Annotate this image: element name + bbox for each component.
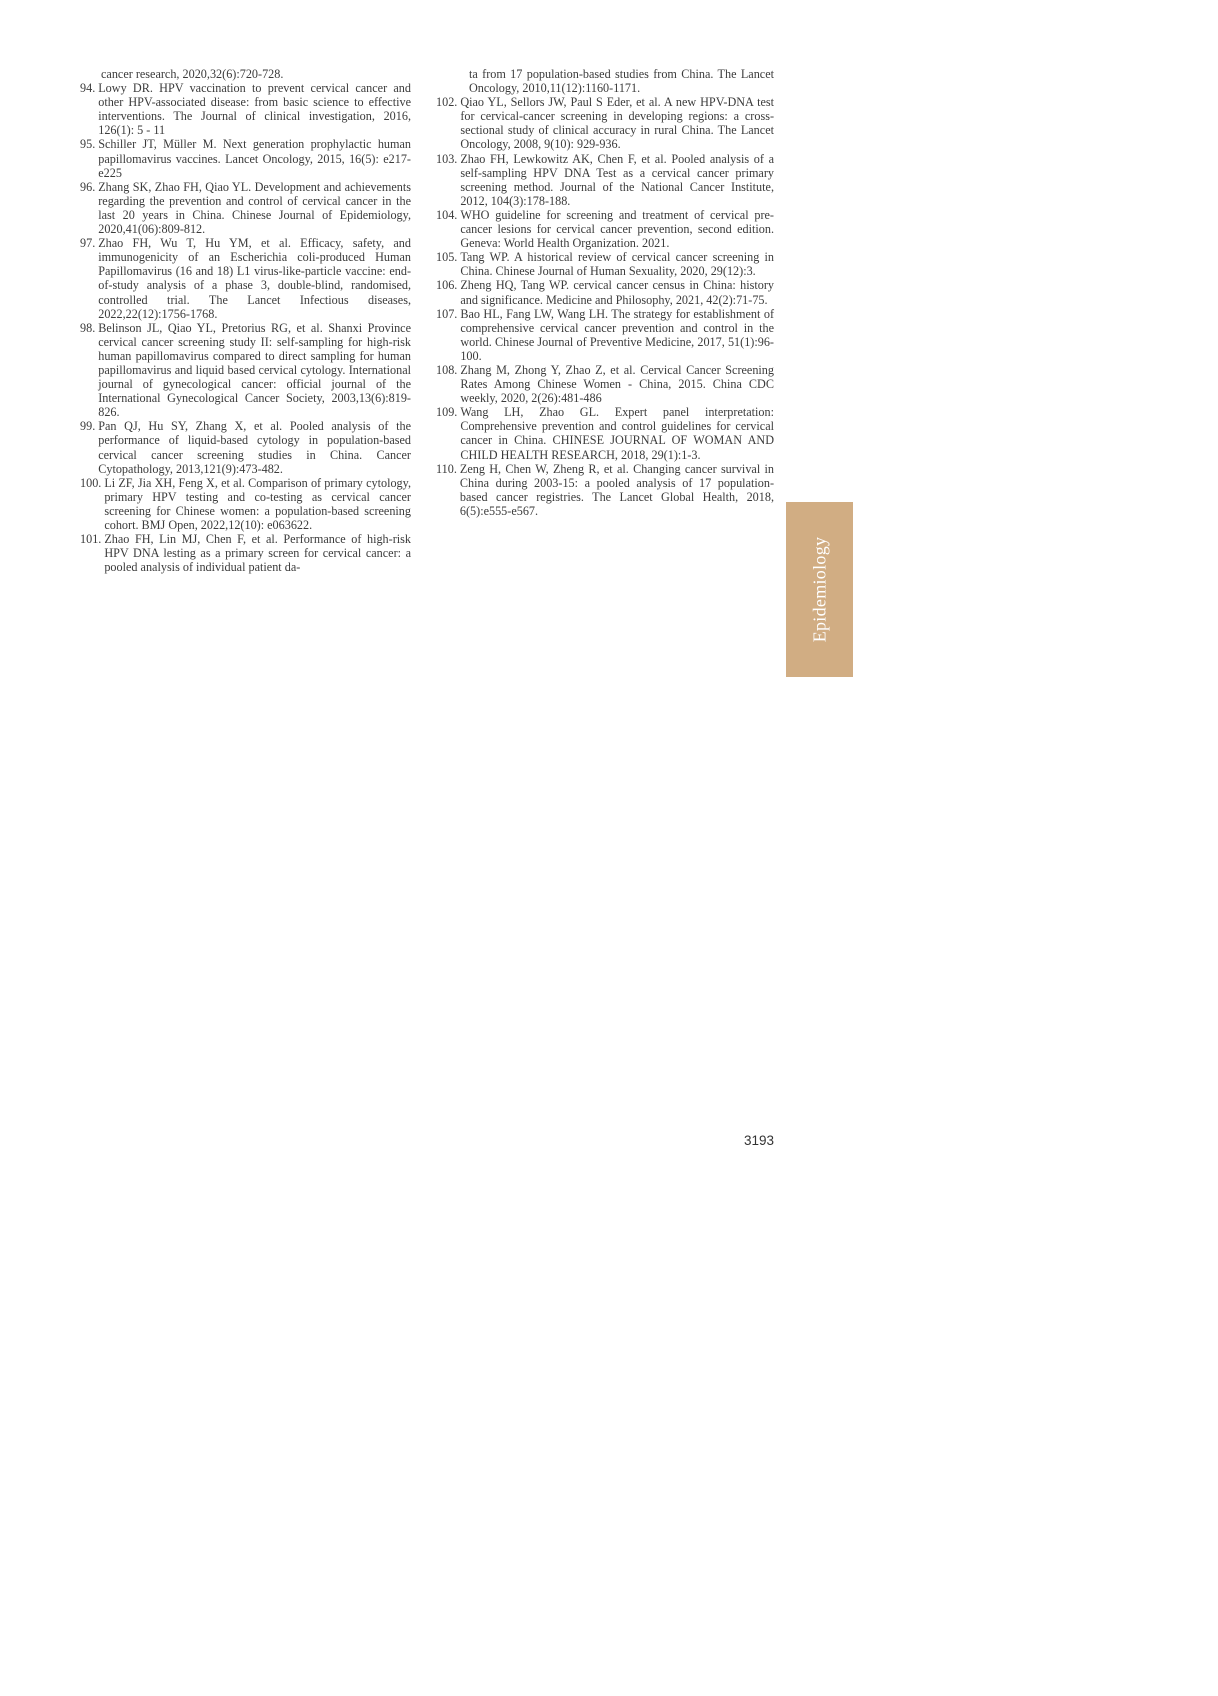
reference-text: Belinson JL, Qiao YL, Pretorius RG, et al. Shanxi Province cervical cancer screening study II: self-sampling for high-risk human papillomavirus compared to direct sampling for human papillomavirus and liquid based cervical cytology. International journal of gynecological cancer: official journal of the International Gynecological Cancer Society, 2003,13(6):819-826. — [98, 320, 411, 420]
reference-item — [436, 152, 774, 208]
reference-list-left — [80, 67, 411, 574]
reference-number: 108. — [436, 362, 458, 377]
reference-text: Zeng H, Chen W, Zheng R, et al. Changing cancer survival in China during 2003-15: a pooled analysis of 17 population- based cancer registries. The Lancet Global Health, 2018, 6(5):e555-e567. — [459, 461, 774, 518]
reference-item — [80, 476, 411, 532]
reference-number: 103. — [436, 151, 458, 166]
reference-text: Zheng HQ, Tang WP. cervical cancer census in China: history and significance. Medicine and Philosophy, 2021, 42(2):71-75. — [460, 278, 774, 307]
reference-text: WHO guideline for screening and treatment of cervical pre-cancer lesions for cervical cancer prevention, second edition. Geneva: World Health Organization. 2021. — [460, 207, 774, 251]
reference-continuation — [436, 67, 774, 95]
reference-number: 105. — [436, 250, 458, 265]
reference-text: Zhao FH, Lewkowitz AK, Chen F, et al. Pooled analysis of a self-sampling HPV DNA Test as a cervical cancer primary screening method. Journal of the National Cancer Institute, 2012, 104(3):178-188. — [460, 151, 774, 208]
section-side-tab — [786, 502, 853, 677]
reference-item — [80, 81, 411, 137]
reference-number: 106. — [436, 278, 458, 293]
reference-item — [80, 419, 411, 475]
reference-text: Tang WP. A historical review of cervical cancer screening in China. Chinese Journal of Human Sexuality, 2020, 29(12):3. — [460, 250, 774, 279]
reference-item — [436, 307, 774, 363]
reference-number: 101. — [80, 532, 102, 547]
reference-number: 95. — [80, 137, 96, 152]
reference-number: 107. — [436, 306, 458, 321]
reference-item — [436, 405, 774, 461]
reference-text: ta from 17 population-based studies from China. The Lancet Oncology, 2010,11(12):1160-1171. — [469, 67, 774, 96]
reference-number: 104. — [436, 207, 458, 222]
reference-item — [80, 532, 411, 574]
reference-text: Pan QJ, Hu SY, Zhang X, et al. Pooled analysis of the performance of liquid-based cytology in population-based cervical cancer screening studies in China. Cancer Cytopathology, 2013,121(9):473-482. — [98, 419, 411, 476]
reference-item — [436, 95, 774, 151]
reference-text: Zhang SK, Zhao FH, Qiao YL. Development and achievements regarding the prevention and control of cervical cancer in the last 20 years in China. Chinese Journal of Epidemiology, 2020,41(06):809-812. — [98, 179, 411, 237]
reference-text: cancer research, 2020,32(6):720-728. — [101, 67, 284, 81]
reference-text: Schiller JT, Müller M. Next generation prophylactic human papillomavirus vaccines. Lancet Oncology, 2015, 16(5): e217-e225 — [98, 137, 411, 180]
reference-item — [80, 180, 411, 236]
reference-number: 102. — [436, 95, 458, 110]
section-tab-label: Epidemiology — [809, 536, 829, 643]
reference-number: 110. — [436, 461, 457, 476]
reference-item — [80, 137, 411, 179]
reference-item — [436, 208, 774, 250]
reference-text: Bao HL, Fang LW, Wang LH. The strategy for establishment of comprehensive cervical cancer prevention and control in the world. Chinese Journal of Preventive Medicine, 2017, 51(1):96-100. — [460, 306, 774, 363]
reference-item — [436, 462, 774, 518]
page-number: 3193 — [743, 1133, 774, 1148]
reference-number: 96. — [80, 179, 96, 194]
reference-item — [436, 278, 774, 306]
reference-text: Qiao YL, Sellors JW, Paul S Eder, et al. A new HPV-DNA test for cervical-cancer screening in developing regions: a cross-sectional study of clinical accuracy in rural China. The Lancet Oncology, 2008, 9(10): 929-936. — [460, 95, 774, 152]
reference-text: Li ZF, Jia XH, Feng X, et al. Comparison of primary cytology, primary HPV testing and co-testing as cervical cancer screening for Chinese women: a population-based screening cohort. BMJ Open, 2022,12(10): e063622. — [104, 475, 411, 532]
reference-number: 109. — [436, 405, 458, 420]
reference-text: Zhang M, Zhong Y, Zhao Z, et al. Cervical Cancer Screening Rates Among Chinese Women - China, 2015. China CDC weekly, 2020, 2(26):481-486 — [460, 362, 774, 406]
reference-text: Wang LH, Zhao GL. Expert panel interpretation: Comprehensive prevention and control guidelines for cervical cancer in China. CHINESE JOURNAL OF WOMAN AND CHILD HEALTH RESEARCH, 2018, 29(1):1-3. — [460, 405, 774, 462]
reference-number: 99. — [80, 419, 96, 434]
reference-text: Lowy DR. HPV vaccination to prevent cervical cancer and other HPV-associated disease: from basic science to effective interventions. The Journal of clinical investigation, 2016, 126(1): 5 - 11 — [98, 81, 411, 138]
reference-item — [436, 363, 774, 405]
reference-number: 97. — [80, 236, 96, 251]
reference-text: Zhao FH, Lin MJ, Chen F, et al. Performance of high-risk HPV DNA lesting as a primary screen for cervical cancer: a pooled analysis of individual patient da- — [104, 532, 411, 575]
reference-number: 94. — [80, 81, 96, 96]
reference-list-right — [436, 67, 774, 518]
reference-continuation — [80, 67, 411, 81]
reference-item — [80, 321, 411, 420]
reference-number: 98. — [80, 320, 96, 335]
reference-text: Zhao FH, Wu T, Hu YM, et al. Efficacy, safety, and immunogenicity of an Escherichia coli-produced Human Papillomavirus (16 and 18) L1 virus-like-particle vaccine: end-of-study analysis of a phase 3, double-blind, randomised, controlled trial. The Lancet Infectious diseases, 2022,22(12):1756-1768. — [98, 236, 411, 321]
reference-item — [436, 250, 774, 278]
reference-number: 100. — [80, 475, 102, 490]
reference-item — [80, 236, 411, 321]
